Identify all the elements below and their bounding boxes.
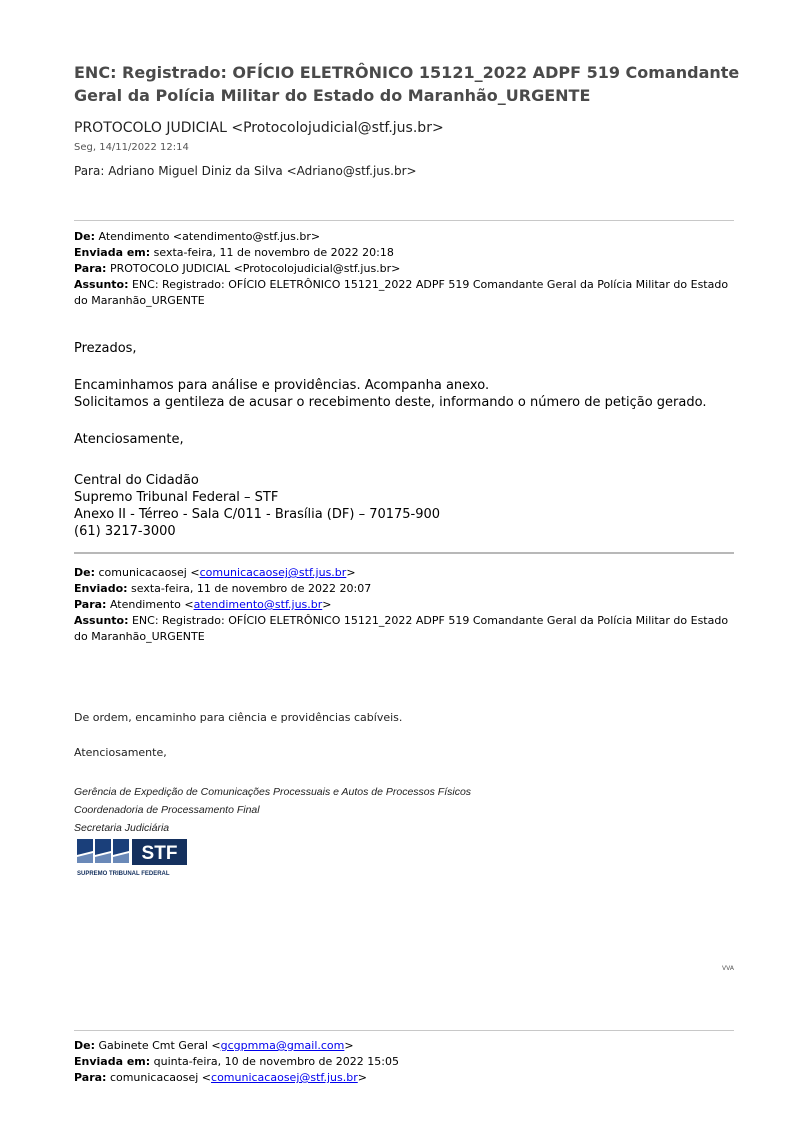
closing: Atenciosamente,	[74, 746, 167, 759]
from-close: >	[344, 1039, 354, 1052]
to-close: >	[322, 598, 332, 611]
sent-value: quinta-feira, 10 de novembro de 2022 15:05	[153, 1055, 399, 1068]
email-date: Seg, 14/11/2022 12:14	[74, 142, 189, 153]
sent-value: sexta-feira, 11 de novembro de 2022 20:07	[131, 582, 372, 595]
logo-caption: SUPREMO TRIBUNAL FEDERAL	[77, 871, 170, 877]
forward-header-1	[74, 229, 744, 309]
subject-label: Assunto:	[74, 614, 129, 627]
to-email-link[interactable]: atendimento@stf.jus.br	[193, 598, 323, 611]
to-name: Atendimento <	[109, 598, 194, 611]
forward-header-3	[74, 1038, 744, 1086]
from-label: De:	[74, 230, 95, 243]
signature-line-1: Gerência de Expedição de Comunicações Processuais e Autos de Processos Físicos	[74, 786, 472, 798]
signature-line-3: Secretaria Judiciária	[74, 822, 170, 834]
email-subject: ENC: Registrado: OFÍCIO ELETRÔNICO 15121_2022 ADPF 519 Comandante Geral da Polícia Militar do Estado do Maranhão_URGENTE	[74, 63, 740, 105]
from-email-link[interactable]: gcgpmma@gmail.com	[220, 1039, 345, 1052]
subject-value: ENC: Registrado: OFÍCIO ELETRÔNICO 15121_2022 ADPF 519 Comandante Geral da Polícia Militar do Estado do Maranhão_URGENTE	[74, 614, 729, 643]
from-name: Gabinete Cmt Geral <	[98, 1039, 221, 1052]
greeting: Prezados,	[74, 341, 137, 356]
closing: Atenciosamente,	[74, 432, 184, 447]
signature-line-1: Central do Cidadão	[74, 473, 199, 488]
signature-line-2: Coordenadoria de Processamento Final	[74, 804, 260, 816]
to-name: comunicacaosej <	[109, 1071, 212, 1084]
body-line-1: Encaminhamos para análise e providências. Acompanha anexo.	[74, 378, 490, 393]
subject-value: ENC: Registrado: OFÍCIO ELETRÔNICO 15121_2022 ADPF 519 Comandante Geral da Polícia Militar do Estado do Maranhão_URGENTE	[74, 278, 729, 307]
to-email-link[interactable]: comunicacaosej@stf.jus.br	[211, 1071, 358, 1084]
stf-logo	[75, 839, 190, 877]
separator	[74, 1030, 734, 1031]
from-name: comunicacaosej <	[98, 566, 200, 579]
body-line: De ordem, encaminho para ciência e providências cabíveis.	[74, 711, 403, 724]
separator	[74, 552, 734, 554]
separator	[74, 220, 734, 221]
subject-label: Assunto:	[74, 278, 129, 291]
logo-text: STF	[141, 843, 178, 864]
to-value: PROTOCOLO JUDICIAL <Protocolojudicial@stf.jus.br>	[109, 262, 401, 275]
sent-label: Enviada em:	[74, 1055, 151, 1068]
sent-value: sexta-feira, 11 de novembro de 2022 20:18	[153, 246, 394, 259]
initials: VVA	[722, 965, 734, 972]
signature-phone: (61) 3217-3000	[74, 524, 176, 539]
to-label: Para:	[74, 262, 107, 275]
body-line-2: Solicitamos a gentileza de acusar o recebimento deste, informando o número de petição gerado.	[74, 395, 707, 410]
to-label: Para:	[74, 598, 107, 611]
to-label: Para:	[74, 1071, 107, 1084]
from-email-link[interactable]: comunicacaosej@stf.jus.br	[199, 566, 347, 579]
sent-label: Enviado:	[74, 582, 128, 595]
signature-line-3: Anexo II - Térreo - Sala C/011 - Brasília (DF) – 70175-900	[74, 507, 441, 522]
signature-line-2: Supremo Tribunal Federal – STF	[74, 490, 279, 505]
from-close: >	[346, 566, 356, 579]
email-recipient: Para: Adriano Miguel Diniz da Silva <Adriano@stf.jus.br>	[74, 164, 417, 178]
forward-header-2	[74, 565, 744, 645]
to-close: >	[357, 1071, 367, 1084]
email-sender[interactable]: PROTOCOLO JUDICIAL <Protocolojudicial@stf.jus.br>	[74, 120, 444, 136]
from-label: De:	[74, 1039, 95, 1052]
from-value: Atendimento <atendimento@stf.jus.br>	[98, 230, 321, 243]
sent-label: Enviada em:	[74, 246, 151, 259]
from-label: De:	[74, 566, 95, 579]
